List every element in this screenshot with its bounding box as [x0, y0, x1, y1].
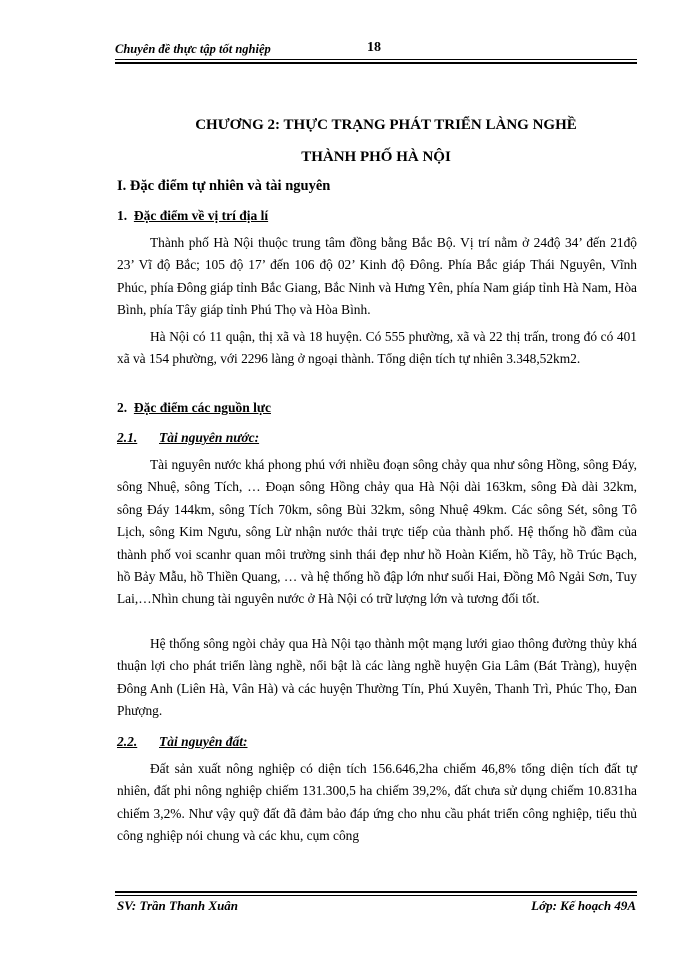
subsection-heading-resources	[117, 400, 271, 416]
subsection-number: 1.	[117, 208, 128, 223]
subsection-number: 2.	[117, 400, 128, 415]
subsection-title: Đặc điểm các nguồn lực	[133, 400, 271, 415]
chapter-title-line2: THÀNH PHỐ HÀ NỘI	[301, 149, 451, 165]
paragraph: Đất sản xuất nông nghiệp có diện tích 156.646,2ha chiếm 46,8% tổng diện tích đất tự nhiên, đất phi nông nghiệp chiếm 131.300,5 ha chiếm 39,2%, đất chưa sử dụng chiếm 10.831ha chiếm 3,2%. Như vậy quỹ đất đã đảm bảo đáp ứng cho nhu cầu phát triển công nghiệp, tiểu thủ công nghiệp nói chung và các khu, cụm công	[117, 761, 637, 844]
paragraph: Hệ thống sông ngòi chảy qua Hà Nội tạo thành một mạng lưới giao thông đường thủy khá thuận lợi cho phát triển làng nghề, nổi bật là các làng nghề huyện Gia Lâm (Bát Tràng), huyện Đông Anh (Liên Hà, Vân Hà) và các huyện Thường Tín, Phú Xuyên, Thanh Trì, Phúc Thọ, Đan Phượng.	[117, 636, 637, 719]
subsection-title: Đặc điểm về vị trí địa lí	[133, 208, 269, 223]
subsection-heading-location	[117, 208, 268, 224]
paragraph: Thành phố Hà Nội thuộc trung tâm đồng bằng Bắc Bộ. Vị trí nằm ở 24độ 34’ đến 21độ 23’ Vĩ độ Bắc; 105 độ 17’ đến 106 độ 02’ Kinh độ Đông. Phía Bắc giáp Thái Nguyên, Vĩnh Phúc, phía Đông giáp tỉnh Bắc Giang, Bắc Ninh và Hưng Yên, phía Nam giáp tỉnh Hà Nam, Hòa Bình, phía Tây giáp tỉnh Phú Thọ và Hòa Bình.	[117, 235, 637, 318]
page-number: 18	[367, 40, 381, 55]
footer-rule-thin	[115, 895, 637, 896]
chapter-title-line1: CHƯƠNG 2: THỰC TRẠNG PHÁT TRIỂN LÀNG NGHỀ	[195, 117, 577, 133]
subsubsection-number: 2.1.	[117, 430, 138, 445]
header-title: Chuyên đề thực tập tốt nghiệp	[115, 42, 271, 56]
header-rule-thick	[115, 62, 637, 64]
footer-rule-thick	[115, 891, 637, 893]
subsubsection-heading-water	[117, 430, 259, 446]
paragraph: Hà Nội có 11 quận, thị xã và 18 huyện. Có 555 phường, xã và 22 thị trấn, trong đó có 401 xã và 154 phường, với 2296 làng ở ngoại thành. Tổng diện tích tự nhiên 3.348,52km2.	[117, 329, 637, 367]
footer-class: Lớp: Kế hoạch 49A	[531, 898, 636, 913]
header-rule-thin	[115, 59, 637, 60]
section-heading: I. Đặc điểm tự nhiên và tài nguyên	[117, 178, 331, 194]
subsubsection-title: Tài nguyên nước:	[159, 430, 260, 445]
subsubsection-heading-land	[117, 734, 248, 750]
footer-student-name: SV: Trần Thanh Xuân	[117, 898, 239, 913]
subsubsection-number: 2.2.	[117, 734, 138, 749]
paragraph: Tài nguyên nước khá phong phú với nhiều đoạn sông chảy qua như sông Hồng, sông Đáy, sông Nhuệ, sông Tích, … Đoạn sông Hồng chảy qua Hà Nội dài 163km, sông Đà dài 32km, sông Đáy 144km, sông Tích 70km, sông Bùi 32km, sông Nhuệ 49km. Các sông Sét, sông Tô Lịch, sông Kim Ngưu, sông Lừ nhận nước thải trực tiếp của thành phố. Hệ thống hồ đầm của thành phố voi scanhr quan môi trường sinh thái đẹp như hồ Hoàn Kiếm, hồ Tây, hồ Trúc Bạch, hồ Bảy Mẫu, hồ Thiền Quang, … và hệ thống hồ đập lớn như suối Hai, Đồng Mô Ngải Sơn, Tuy Lai,…Nhìn chung tài nguyên nước ở Hà Nội có trữ lượng lớn và tương đối tốt.	[117, 457, 637, 607]
subsubsection-title: Tài nguyên đất:	[159, 734, 248, 749]
